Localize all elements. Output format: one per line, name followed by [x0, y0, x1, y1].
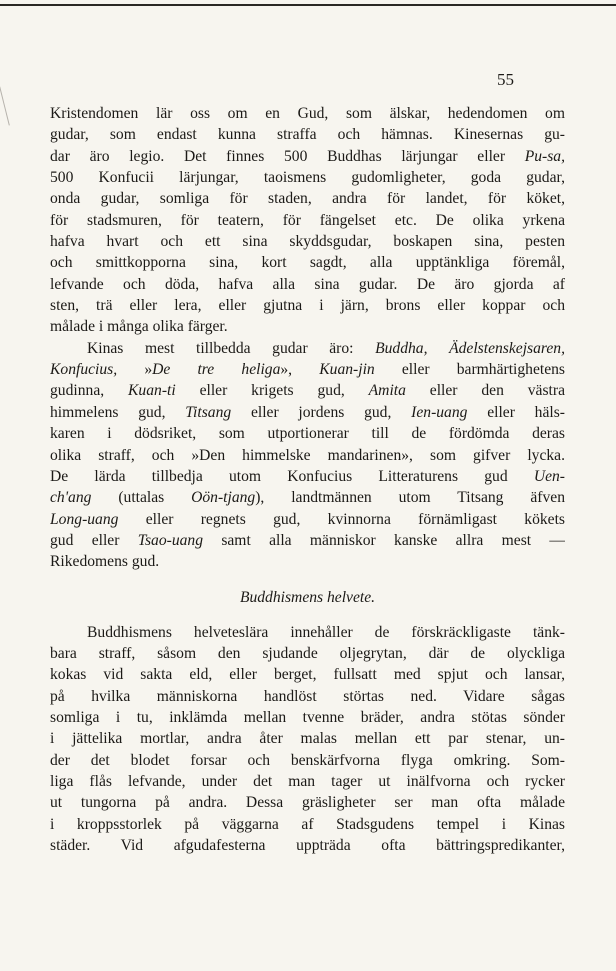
text-run: städer. Vid afgudafesterna uppträda ofta bättringspredikanter, — [50, 837, 565, 854]
text-line — [50, 402, 565, 423]
italic-run: Amita — [368, 382, 406, 400]
text-run: himmelens gud, — [50, 403, 186, 421]
text-run: olika straff, och »Den himmelske mandarinen», som gifver lycka. — [50, 446, 565, 464]
text-run: sten, trä eller lera, eller gjutna i järn, brons eller koppar och — [50, 297, 565, 315]
text-run: der det blodet forsar och benskärfvorna flyga omkring. Som- — [50, 751, 565, 769]
text-run: ), landtmännen utom Titsang äfven — [255, 489, 565, 507]
text-line — [50, 622, 565, 643]
text-line — [50, 252, 565, 273]
text-run: eller den västra — [405, 382, 565, 400]
text-run: eller jordens gud, — [231, 403, 412, 421]
text-line — [50, 423, 565, 444]
text-run: för stadsmuren, för teatern, för fängelset etc. De olika yrkena — [50, 211, 565, 229]
text-line — [50, 466, 565, 487]
text-run: » — [117, 361, 153, 379]
text-line — [50, 509, 565, 530]
text-run: eller barmhärtighetens — [374, 361, 565, 379]
text-run: dar äro legio. Det finnes 500 Buddhas lärjungar eller — [50, 147, 525, 165]
text-line — [50, 380, 565, 401]
text-run: », — [280, 361, 320, 379]
italic-run: Long-uang — [50, 510, 119, 528]
margin-mark — [0, 86, 10, 125]
italic-run: De tre heliga — [152, 361, 281, 379]
text-run: eller krigets gud, — [175, 382, 369, 400]
text-run: hafva hvart och ett sina skyddsgudar, boskapen sina, pesten — [50, 233, 565, 251]
text-run: onda gudar, somliga för staden, andra för landet, för köket, — [50, 190, 565, 208]
text-run: gudar, som endast kunna straffa och hämnas. Kinesernas gu- — [50, 126, 565, 144]
italic-run: Titsang — [185, 403, 232, 421]
text-line — [50, 664, 565, 685]
text-line — [50, 210, 565, 231]
text-line — [50, 530, 565, 551]
text-run: samt alla människor kanske allra mest — — [203, 531, 565, 549]
text-run: Kristendomen lär oss om en Gud, som älskar, hedendomen om — [50, 105, 565, 122]
text-run: somliga i tu, inklämda mellan tvenne bräder, andra stötas sönder — [50, 708, 565, 726]
section-heading: Buddhismens helvete. — [239, 588, 376, 606]
text-line — [50, 728, 565, 749]
text-run: liga flås lefvande, under det man tager ut inälfvorna och rycker — [50, 772, 565, 790]
text-line — [50, 338, 565, 359]
text-line — [50, 771, 565, 792]
text-run: och smittkopporna sina, kort sagdt, alla upptänkliga föremål, — [50, 254, 565, 272]
text-line — [50, 316, 565, 337]
text-line — [50, 103, 565, 124]
text-line — [50, 750, 565, 771]
text-run: eller häls- — [467, 403, 565, 421]
text-line — [50, 686, 565, 707]
italic-run: ch'ang — [50, 489, 92, 507]
text-line — [50, 167, 565, 188]
italic-run: Tsao-uang — [137, 531, 204, 549]
paragraph-2 — [50, 338, 565, 573]
text-run: lefvande och döda, hafva alla sina gudar. De äro gjorda af — [50, 275, 565, 293]
text-line — [50, 188, 565, 209]
italic-run: Konfucius, — [50, 361, 118, 379]
text-run: De lärda tillbedja utom Konfucius Litteraturens gud — [50, 467, 534, 485]
text-line — [50, 231, 565, 252]
text-line — [50, 445, 565, 466]
text-run: 500 Konfucii lärjungar, taoismens gudomligheter, goda gudar, — [50, 169, 565, 187]
page-number: 55 — [497, 70, 514, 89]
italic-run: Ien-uang — [411, 403, 468, 421]
text-run: målade i många olika färger. — [50, 318, 228, 336]
italic-run: Oön-tjang — [191, 489, 256, 507]
top-rule — [0, 4, 616, 6]
text-line — [50, 707, 565, 728]
italic-run: Kuan-ti — [128, 382, 176, 400]
text-run: Buddhismens helveteslära innehåller de förskräckligaste tänk- — [87, 623, 565, 641]
paragraph-3 — [50, 622, 565, 857]
text-run: gudinna, — [50, 382, 129, 400]
text-line — [50, 487, 565, 508]
italic-run: Kuan-jin — [319, 361, 375, 379]
text-run: Kinas mest tillbedda gudar äro: — [87, 339, 376, 357]
text-line — [50, 814, 565, 835]
text-line — [50, 124, 565, 145]
italic-run: Pu-sa, — [524, 147, 565, 165]
text-run: gud eller — [50, 531, 138, 549]
text-run: i jättelika mortlar, andra åter malas mellan ett par stenar, un- — [50, 730, 565, 748]
italic-run: Uen- — [533, 467, 565, 485]
text-run: karen i dödsriket, som utportionerar till de fördömda deras — [50, 425, 565, 443]
italic-run: Buddha, Ädelstenskejsaren, — [375, 339, 565, 357]
text-run: bara straff, såsom den sjudande oljegrytan, där de olyckliga — [50, 644, 565, 662]
text-line — [50, 551, 565, 572]
text-run: ut tungorna på andra. Dessa gräsligheter ser man ofta målade — [50, 794, 565, 812]
text-run: kokas vid sakta eld, eller berget, fullsatt med spjut och lansar, — [50, 666, 565, 684]
text-run: på hvilka människorna handlöst störtas ned. Vidare sågas — [50, 687, 565, 705]
text-run: Rikedomens gud. — [50, 553, 160, 571]
text-line — [50, 359, 565, 380]
text-line — [50, 792, 565, 813]
text-line — [50, 835, 565, 856]
text-run: (uttalas — [91, 489, 192, 507]
page-body — [50, 103, 565, 856]
text-run: i kroppsstorlek på väggarna af Stadsgudens tempel i Kinas — [50, 815, 565, 833]
text-line — [50, 295, 565, 316]
text-run: eller regnets gud, kvinnorna förnämligast kökets — [118, 510, 565, 528]
text-line — [50, 643, 565, 664]
paragraph-1 — [50, 103, 565, 338]
text-line — [50, 146, 565, 167]
text-line — [50, 274, 565, 295]
